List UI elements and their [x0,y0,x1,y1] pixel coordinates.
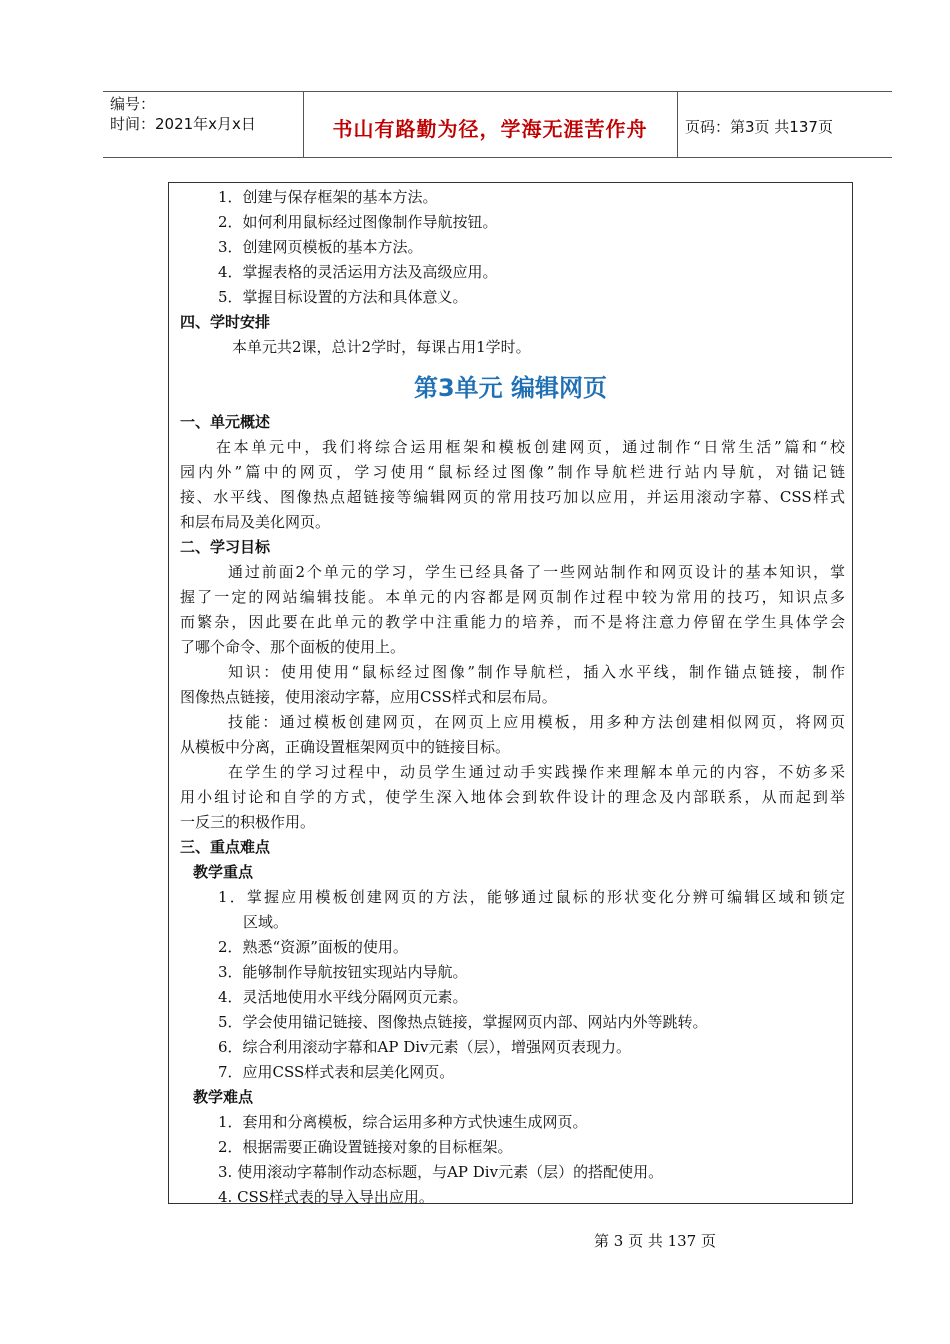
list-item: 3. 使用滚动字幕制作动态标题，与AP Div元素（层）的搭配使用。 [218,1163,664,1181]
time-label: 时间：2021年x月x日 [110,115,256,133]
list-item: 7．应用CSS样式表和层美化网页。 [218,1063,455,1081]
paragraph-line: 从模板中分离，正确设置框架网页中的链接目标。 [180,738,511,756]
section-heading: 四、学时安排 [180,313,271,331]
paragraph-line: 用小组讨论和自学的方式，使学生深入地体会到软件设计的理念及内部联系，从而起到举 [180,788,845,806]
paragraph-line: 图像热点链接，使用滚动字幕，应用CSS样式和层布局。 [180,688,557,706]
list-item: 6．综合利用滚动字幕和AP Div元素（层），增强网页表现力。 [218,1038,632,1056]
list-item: 3．创建网页模板的基本方法。 [218,238,423,256]
paragraph-line: 了哪个命令、那个面板的使用上。 [180,638,406,656]
list-item: 3．能够制作导航按钮实现站内导航。 [218,963,468,981]
paragraph-line: 和层布局及美化网页。 [180,513,331,531]
list-item: 区域。 [243,913,289,931]
list-item: 2．熟悉“资源”面板的使用。 [218,938,408,956]
paragraph-line: 一反三的积极作用。 [180,813,316,831]
header-top-rule [103,91,892,92]
paragraph-line: 接、水平线、图像热点超链接等编辑网页的常用技巧加以应用，并运用滚动字幕、CSS样式 [180,488,845,506]
subsection-heading: 教学重点 [193,863,254,881]
header-motto: 书山有路勤为径，学海无涯苦作舟 [332,117,648,141]
paragraph-line: 知识：使用使用“鼠标经过图像”制作导航栏，插入水平线，制作锚点链接，制作 [228,663,845,681]
list-item: 1．掌握应用模板创建网页的方法，能够通过鼠标的形状变化分辨可编辑区域和锁定 [218,888,845,906]
page-code: 页码：第3页 共137页 [685,118,833,136]
header-bottom-rule [103,157,892,158]
list-item: 2．如何利用鼠标经过图像制作导航按钮。 [218,213,498,231]
section-heading: 一、单元概述 [180,413,271,431]
list-item: 2．根据需要正确设置链接对象的目标框架。 [218,1138,513,1156]
list-item: 4．灵活地使用水平线分隔网页元素。 [218,988,468,1006]
list-item: 4. CSS样式表的导入导出应用。 [218,1188,434,1206]
header-divider [677,91,678,158]
number-label: 编号： [110,95,156,113]
list-item: 1．创建与保存框架的基本方法。 [218,188,438,206]
page-footer: 第 3 页 共 137 页 [593,1232,716,1250]
list-item: 5．掌握目标设置的方法和具体意义。 [218,288,468,306]
section-heading: 三、重点难点 [180,838,271,856]
paragraph-line: 通过前面2个单元的学习，学生已经具备了一些网站制作和网页设计的基本知识，掌 [228,563,845,581]
list-item: 4．掌握表格的灵活运用方法及高级应用。 [218,263,498,281]
list-item: 5．学会使用锚记链接、图像热点链接，掌握网页内部、网站内外等跳转。 [218,1013,708,1031]
paragraph-line: 握了一定的网站编辑技能。本单元的内容都是网页制作过程中较为常用的技巧，知识点多 [180,588,845,606]
list-item: 1．套用和分离模板，综合运用多种方式快速生成网页。 [218,1113,588,1131]
unit-title: 第3单元 编辑网页 [413,374,608,402]
section-heading: 二、学习目标 [180,538,271,556]
paragraph-line: 在本单元中，我们将综合运用框架和模板创建网页，通过制作“日常生活”篇和“校 [216,438,845,456]
paragraph-line: 园内外”篇中的网页，学习使用“鼠标经过图像”制作导航栏进行站内导航，对锚记链 [180,463,845,481]
paragraph-line: 而繁杂，因此要在此单元的教学中注重能力的培养，而不是将注意力停留在学生具体学会 [180,613,845,631]
paragraph-line: 技能：通过模板创建网页，在网页上应用模板，用多种方法创建相似网页，将网页 [228,713,845,731]
paragraph-line: 在学生的学习过程中，动员学生通过动手实践操作来理解本单元的内容，不妨多采 [228,763,845,781]
paragraph-line: 本单元共2课，总计2学时，每课占用1学时。 [232,338,531,356]
subsection-heading: 教学难点 [193,1088,254,1106]
header-meta [110,94,256,134]
